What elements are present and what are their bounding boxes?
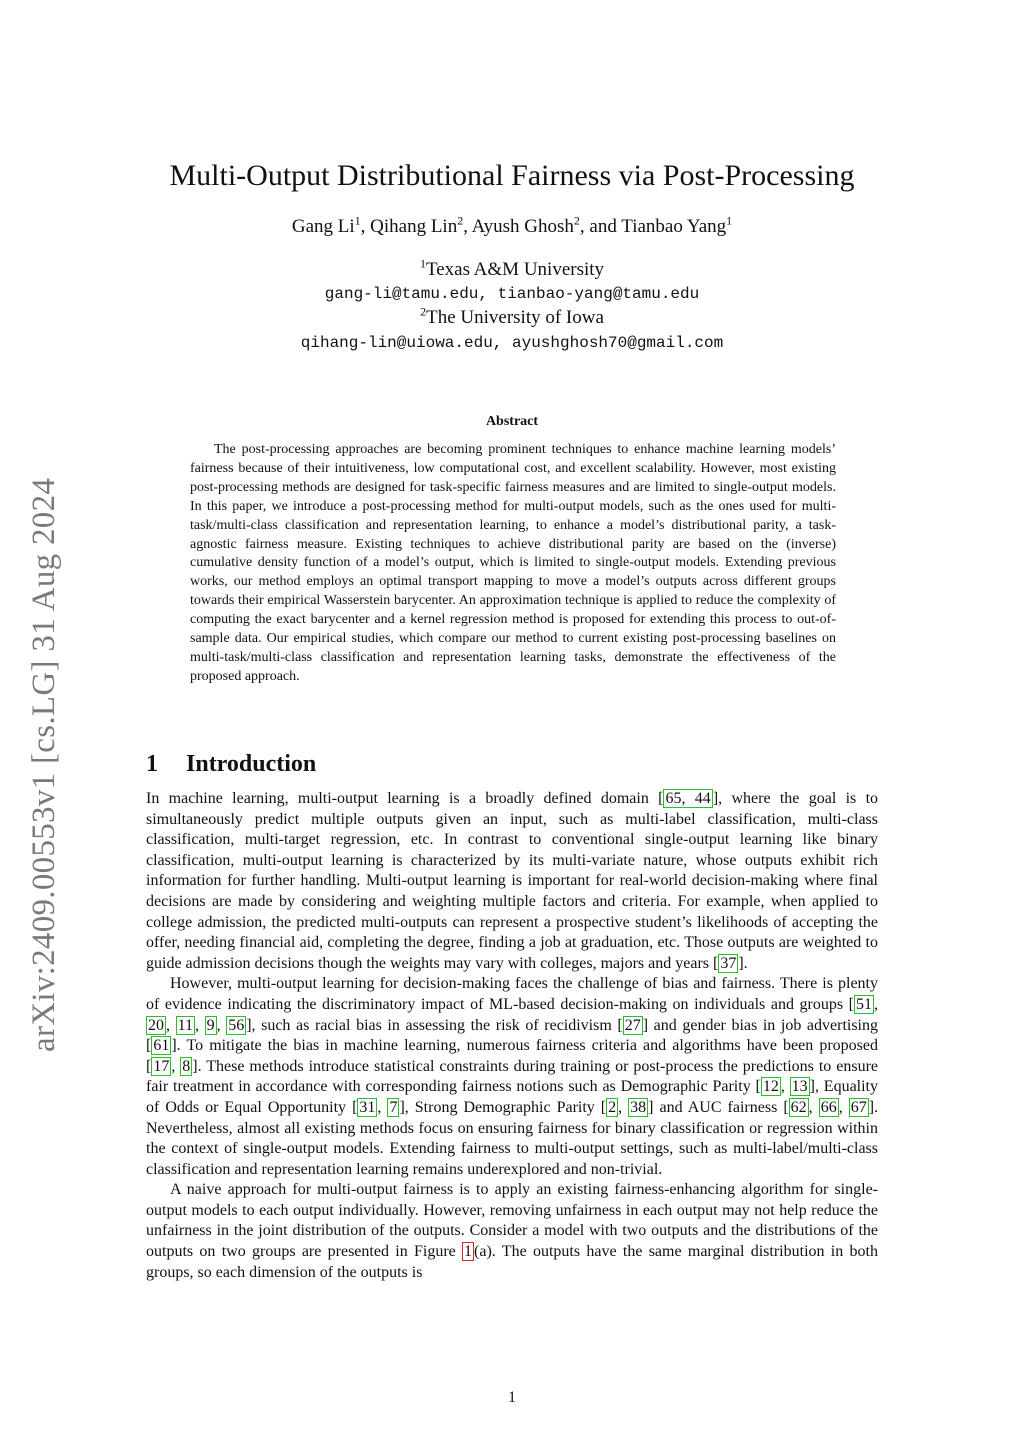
citation-link[interactable]: 67 [850, 1098, 867, 1116]
citation-link[interactable]: 38 [630, 1098, 647, 1116]
author-affiliation-marker: 2 [573, 213, 580, 228]
author-affiliation-marker: 1 [726, 213, 733, 228]
paragraph: In machine learning, multi-output learning is a broadly defined domain [ 65, 44 ], where the goal is to simultaneously predict multiple outputs given an input, such as multi-label classification, multi-class classification, multi-target regression, etc. In contrast to conventional single-output learning like binary classification, multi-output learning is characterized by its multi-variate nature, whose outputs exhibit rich information for further handling. Multi-output learning is important for real-world decision-making where final decisions are made by considering and weighting multiple factors and criteria. For example, when applied to college admission, the predicted multi-outputs can represent a prospective student’s likelihoods of accepting the offer, needing financial aid, completing the degree, finding a job at graduation, etc. Those outputs are weighted to guide admission decisions though the weights may vary with colleges, majors and years [ 37 ]. [146, 790, 879, 972]
email-link[interactable]: gang-li@tamu.edu [324, 285, 479, 303]
paper-title: Multi-Output Distributional Fairness via Post-Processing [169, 159, 855, 192]
affiliation-1-emails: gang-li@tamu.edu, tianbao-yang@tamu.edu [324, 285, 700, 303]
citation-link[interactable]: 66 [820, 1098, 837, 1116]
abstract-heading: Abstract [485, 414, 539, 429]
affiliation-2-emails: qihang-lin@uiowa.edu, ayushghosh70@gmail.com [300, 334, 724, 352]
affiliation-1-marker: 1 [419, 256, 426, 271]
arxiv-identifier: arXiv:2409.00553v1 [cs.LG] 31 Aug 2024 [26, 477, 62, 1052]
section-heading [146, 751, 316, 778]
figure-reference-link[interactable]: 1 [464, 1243, 473, 1261]
citation-link[interactable]: 7 [389, 1098, 398, 1116]
introduction-body [146, 789, 878, 1283]
author-list: Gang Li$^1$, Qihang Lin$^2$, Ayush Ghosh$^2$, and Tianbao Yang$^1$ [291, 213, 733, 237]
citation-link[interactable]: 65, 44 [665, 790, 711, 807]
author-name: Ayush Ghosh [471, 216, 574, 237]
author-affiliation-marker: 2 [457, 213, 464, 228]
citation-link[interactable]: 56 [228, 1016, 245, 1034]
citation-link[interactable]: 12 [762, 1078, 779, 1096]
page-number: 1 [508, 1389, 516, 1406]
affiliation-1-name: Texas A&M University [425, 259, 605, 280]
affiliation-2-marker: 2 [420, 304, 427, 319]
section-number: 1 [146, 751, 158, 777]
affiliation-1 [0, 256, 1024, 281]
citation-link[interactable]: 62 [790, 1098, 807, 1116]
citation-link[interactable]: 17 [153, 1057, 170, 1075]
citation-link[interactable]: 20 [148, 1016, 164, 1034]
paragraph: However, multi-output learning for decision-making faces the challenge of bias and fairness. There is plenty of evidence indicating the discriminatory impact of ML-based decision-making on individuals and groups [ 51 , 20 , 11 , 9 , 56 ], such as racial bias in assessing the risk of recidivism [ 27 ] and gender bias in job advertising [ 61 ]. To mitigate the bias in machine learning, numerous fairness criteria and algorithms have been proposed [ 17 , 8 ]. These methods introduce statistical constraints during training or post-process the predictions to ensure fair treatment in accordance with corresponding fairness notions such as Demographic Parity [ 12 , 13 ], Equality of Odds or Equal Opportunity [ 31 , 7 ], Strong Demographic Parity [ 2 , 38 ] and AUC fairness [ 62 , 66 , 67 ]. Nevertheless, almost all existing methods focus on ensuring fairness for binary classification or regression within the context of single-output models. Extending fairness to multi-output settings, such as multi-label/multi-class classification and representation learning remains underexplored and non-trivial. [146, 975, 879, 1178]
arxiv-stamp [22, 448, 70, 1052]
citation-link[interactable]: 11 [177, 1016, 193, 1034]
email-link[interactable]: tianbao-yang@tamu.edu [497, 285, 700, 303]
author-name: Tianbao Yang [621, 216, 727, 237]
citation-link[interactable]: 61 [153, 1037, 170, 1055]
citation-link[interactable]: 37 [720, 954, 737, 972]
author-name: Gang Li [291, 216, 355, 237]
author-name: Qihang Lin [370, 216, 458, 237]
citation-link[interactable]: 31 [359, 1098, 376, 1116]
citation-link[interactable]: 51 [856, 995, 872, 1013]
email-link[interactable]: qihang-lin@uiowa.edu [300, 334, 493, 352]
section-title-text: Introduction [186, 751, 317, 777]
citation-link[interactable]: 9 [206, 1016, 215, 1034]
citation-link[interactable]: 2 [608, 1098, 617, 1116]
paragraph: A naive approach for multi-output fairness is to apply an existing fairness-enhancing algorithm for single-output models to each output individually. However, removing unfairness in each output may not help reduce the unfairness in the joint distribution of the outputs. Consider a model with two outputs and the distributions of the outputs on two groups are presented in Figure 1 (a). The outputs have the same marginal distribution in both groups, so each dimension of the outputs is [146, 1181, 878, 1281]
author-affiliation-marker: 1 [354, 213, 361, 228]
citation-link[interactable]: 8 [182, 1057, 191, 1075]
email-link[interactable]: ayushghosh70@gmail.com [512, 334, 724, 352]
affiliation-2 [0, 304, 1024, 329]
affiliation-2-name: The University of Iowa [426, 307, 604, 328]
citation-link[interactable]: 27 [624, 1016, 641, 1034]
citation-link[interactable]: 13 [791, 1078, 808, 1096]
abstract-text: The post-processing approaches are becoming prominent techniques to enhance machine learning models’ fairness because of their intuitiveness, low computational cost, and excellent scalability. However, most existing post-processing methods are designed for task-specific fairness measures and are limited to single-output models. In this paper, we introduce a post-processing method for multi-output models, such as the ones used for multi-task/multi-class classification and representation learning, to enhance a model’s distributional parity, a task-agnostic fairness measure. Existing techniques to achieve distributional parity are based on the (inverse) cumulative density function of a model’s output, which is limited to single-output models. Extending previous works, our method employs an optimal transport mapping to move a model’s outputs across different groups towards their empirical Wasserstein barycenter. An approximation technique is applied to reduce the complexity of computing the exact barycenter and a kernel regression method is proposed for extending this process to out-of-sample data. Our empirical studies, which compare our method to current existing post-processing baselines on multi-task/multi-class classification and representation learning tasks, demonstrate the effectiveness of the proposed approach. [190, 442, 836, 684]
